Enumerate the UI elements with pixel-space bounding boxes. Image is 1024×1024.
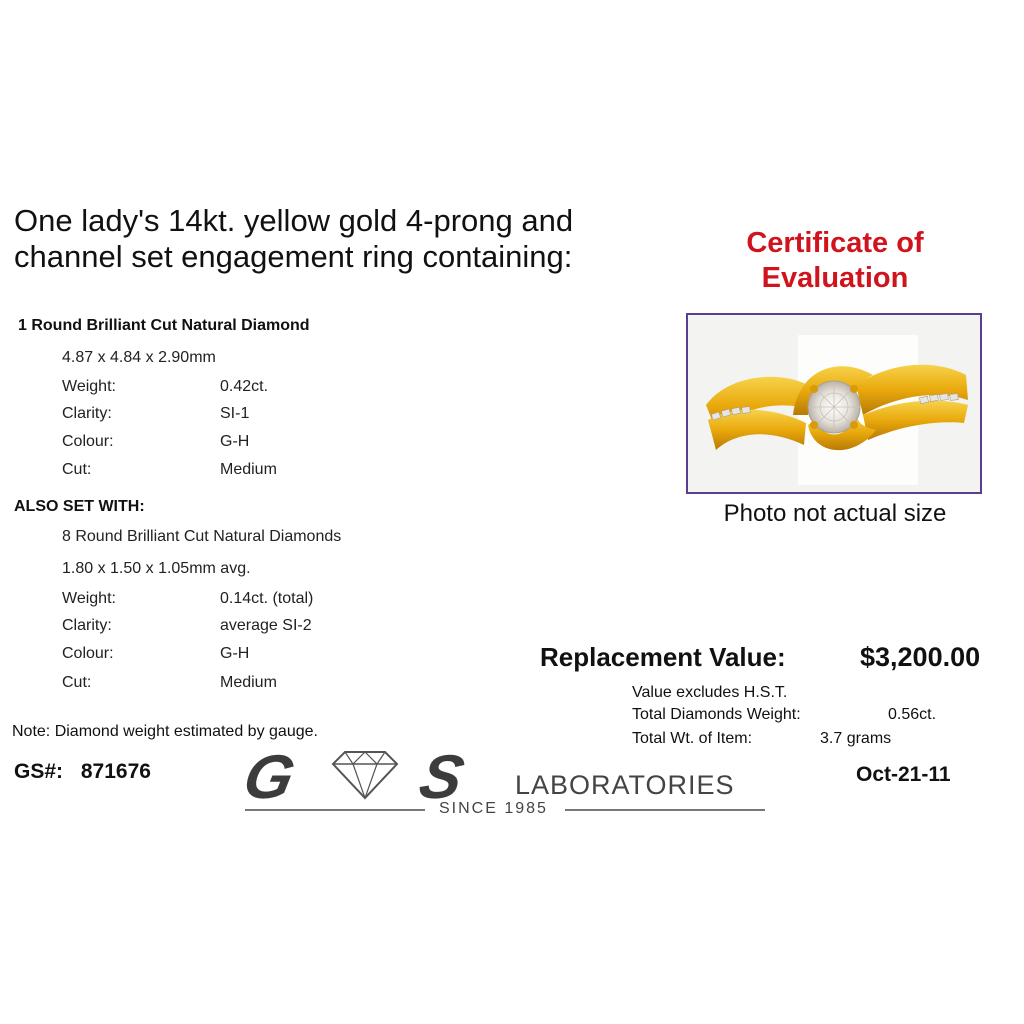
total-diamonds-value: 0.56ct. (888, 706, 937, 723)
side-stones-clarity-label: Clarity: (62, 617, 112, 634)
side-stones-cut-label: Cut: (62, 674, 92, 691)
main-stone-weight-value: 0.42ct. (220, 378, 269, 395)
replacement-value-amount: $3,200.00 (860, 642, 981, 672)
main-stone-colour-value: G-H (220, 433, 250, 450)
side-stones-clarity-value: average SI-2 (220, 617, 312, 634)
certificate-title-line-1: Certificate of (746, 227, 924, 259)
total-diamonds-label: Total Diamonds Weight: (632, 706, 801, 723)
certificate-date: Oct-21-11 (856, 763, 951, 786)
logo-letter-s: S (413, 743, 470, 812)
gs-number-value: 871676 (80, 760, 151, 783)
side-stones-weight-value: 0.14ct. (total) (220, 590, 314, 607)
main-stone-weight-label: Weight: (62, 378, 116, 395)
main-stone-clarity-label: Clarity: (62, 405, 112, 422)
side-stones-description: 8 Round Brilliant Cut Natural Diamonds (62, 528, 342, 545)
ring-photo (686, 313, 982, 494)
logo-right-rule (565, 809, 765, 811)
tax-note: Value excludes H.S.T. (632, 684, 788, 701)
weight-note: Note: Diamond weight estimated by gauge. (12, 723, 318, 740)
main-stone-dimensions: 4.87 x 4.84 x 2.90mm (62, 349, 216, 366)
side-stones-weight-label: Weight: (62, 590, 116, 607)
total-item-weight-label: Total Wt. of Item: (632, 730, 753, 747)
item-description-line-1: One lady's 14kt. yellow gold 4-prong and (14, 203, 574, 238)
side-stones-heading: ALSO SET WITH: (14, 498, 145, 515)
main-stone-cut-label: Cut: (62, 461, 92, 478)
main-stone-heading: 1 Round Brilliant Cut Natural Diamond (18, 317, 310, 334)
item-description-line-2: channel set engagement ring containing: (14, 239, 573, 274)
logo-letter-g: G (237, 743, 301, 812)
gs-number (14, 760, 151, 784)
logo-laboratories-text: LABORATORIES (515, 770, 735, 800)
side-stones-colour-value: G-H (220, 645, 250, 662)
logo-left-rule (245, 809, 425, 811)
replacement-value-label: Replacement Value: (540, 642, 786, 672)
ring-image (688, 315, 980, 492)
logo-since-text: SINCE 1985 (439, 800, 548, 817)
side-stones-colour-label: Colour: (62, 645, 114, 662)
diamond-icon (331, 748, 399, 800)
gs-laboratories-logo (237, 742, 785, 832)
main-stone-cut-value: Medium (220, 461, 277, 478)
main-stone-colour-label: Colour: (62, 433, 114, 450)
total-item-weight-value: 3.7 grams (820, 730, 892, 747)
side-stones-dimensions: 1.80 x 1.50 x 1.05mm avg. (62, 560, 251, 577)
side-stones-cut-value: Medium (220, 674, 277, 691)
main-stone-clarity-value: SI-1 (220, 405, 250, 422)
certificate-title-line-2: Evaluation (761, 262, 909, 294)
photo-caption: Photo not actual size (723, 500, 947, 527)
gs-label: GS#: (14, 760, 64, 783)
